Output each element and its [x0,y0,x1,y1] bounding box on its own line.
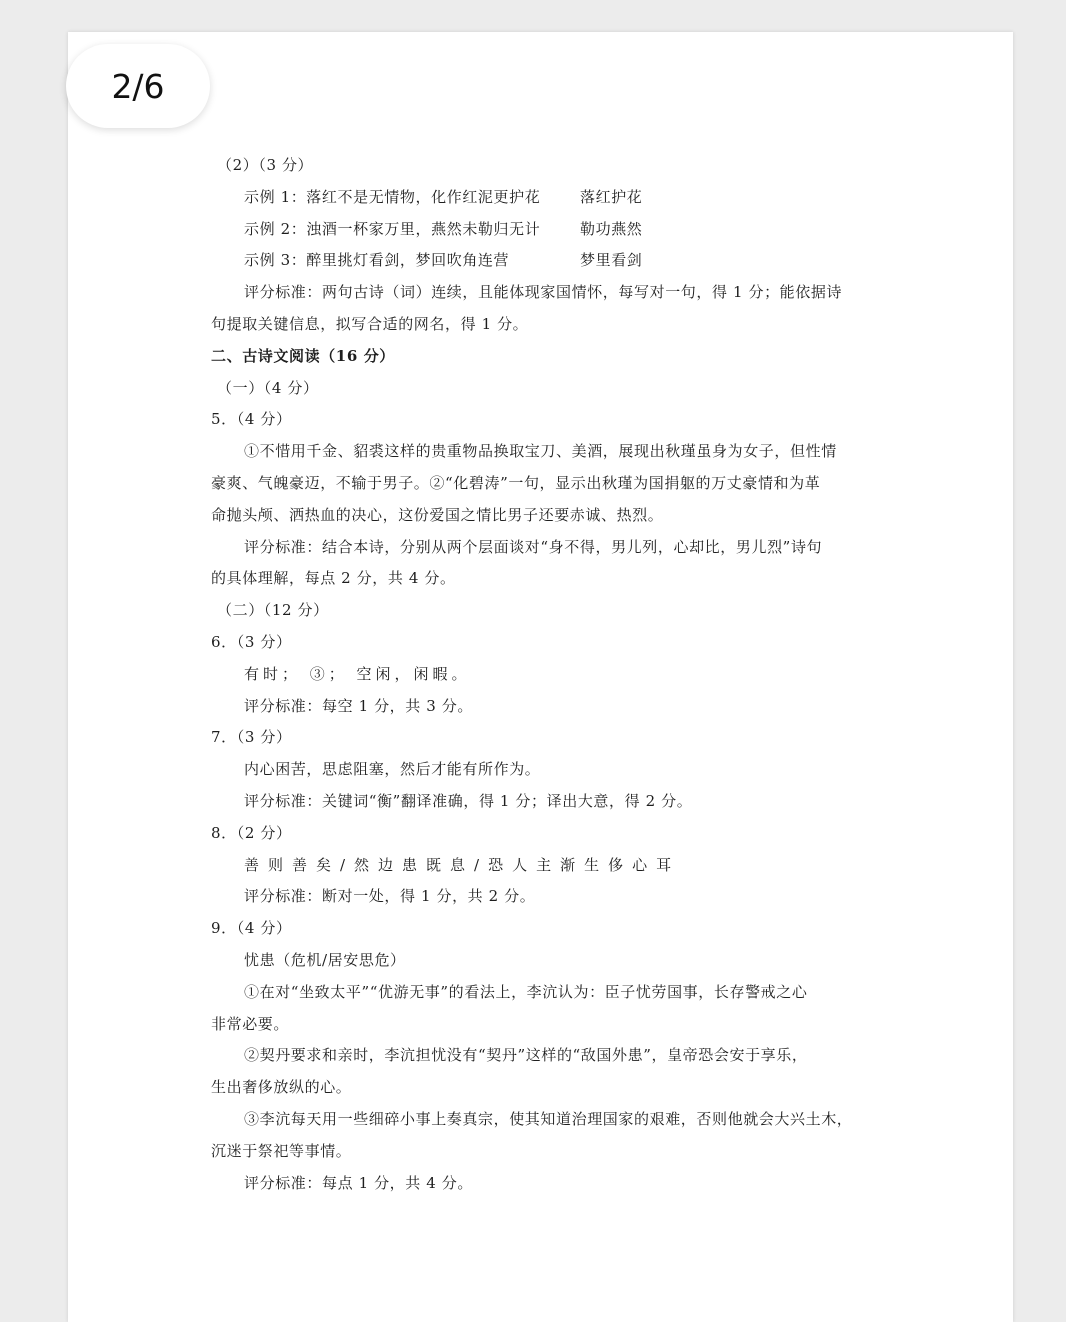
text-line: ②契丹要求和亲时，李沆担忧没有“契丹”这样的“敌国外患”，皇帝恐会安于享乐， [244,1046,808,1065]
text-line: ①不惜用千金、貂裘这样的贵重物品换取宝刀、美酒，展现出秋瑾虽身为女子，但性情 [244,442,837,461]
question-number: 6．（3 分） [211,632,292,651]
text-line: 沉迷于祭祀等事情。 [211,1141,352,1160]
text-line: 忧患（危机/居安思危） [244,950,406,969]
example-question: 示例 3：醉里挑灯看剑，梦回吹角连营 [244,251,510,270]
example-answer: 梦里看剑 [580,251,643,270]
text-line: 豪爽、气魄豪迈，不输于男子。②“化碧涛”一句，显示出秋瑾为国捐躯的万丈豪情和为革 [211,473,821,492]
question-number: 5．（4 分） [211,410,292,429]
subsection-heading: （二）（12 分） [217,601,329,620]
text-line: 善则善矣/然边患既息/恐人主渐生侈心耳 [244,855,681,874]
section-heading: 二、古诗文阅读（16 分） [211,346,395,365]
text-line: 有时； ③； 空闲，闲暇。 [244,664,471,683]
text-line: 评分标准：断对一处，得 1 分，共 2 分。 [244,887,536,906]
question-number: 8．（2 分） [211,823,292,842]
page-indicator: 2/6 [66,44,210,128]
text-line: 命抛头颅、洒热血的决心，这份爱国之情比男子还要赤诚、热烈。 [211,505,664,524]
text-line: 生出奢侈放纵的心。 [211,1078,352,1097]
text-line: ①在对“坐致太平”“优游无事”的看法上，李沆认为：臣子忧劳国事，长存警戒之心 [244,982,808,1001]
example-question: 示例 1：落红不是无情物，化作红泥更护花 [244,187,541,206]
text-line: 评分标准：每点 1 分，共 4 分。 [244,1173,473,1192]
text-line: 评分标准：结合本诗，分别从两个层面谈对“身不得，男儿列，心却比，男儿烈”诗句 [244,537,823,556]
text-line: 评分标准：关键词“衡”翻译准确，得 1 分；译出大意，得 2 分。 [244,791,693,810]
text-line: 非常必要。 [211,1014,290,1033]
example-question: 示例 2：浊酒一杯家万里，燕然未勒归无计 [244,219,541,238]
example-answer: 落红护花 [580,187,643,206]
example-line [211,182,873,214]
text-line: 的具体理解，每点 2 分，共 4 分。 [211,569,456,588]
text-line: 内心困苦，思虑阻塞，然后才能有所作为。 [244,760,541,779]
question-number: 7．（3 分） [211,728,292,747]
answer-text [211,150,873,1199]
text-line: 句提取关键信息，拟写合适的网名，得 1 分。 [211,314,529,333]
question-number: 9．（4 分） [211,919,292,938]
text-line: 评分标准：两句古诗（词）连续，且能体现家国情怀，每写对一句，得 1 分；能依据诗 [244,283,843,302]
example-answer: 勒功燕然 [580,219,643,238]
subsection-heading: （一）（4 分） [217,378,319,397]
example-line [211,214,873,246]
text-line: ③李沆每天用一些细碎小事上奏真宗，使其知道治理国家的艰难，否则他就会大兴土木， [244,1109,853,1128]
example-line [211,245,873,277]
text-line: 评分标准：每空 1 分，共 3 分。 [244,696,473,715]
text-line: （2）（3 分） [217,156,314,174]
